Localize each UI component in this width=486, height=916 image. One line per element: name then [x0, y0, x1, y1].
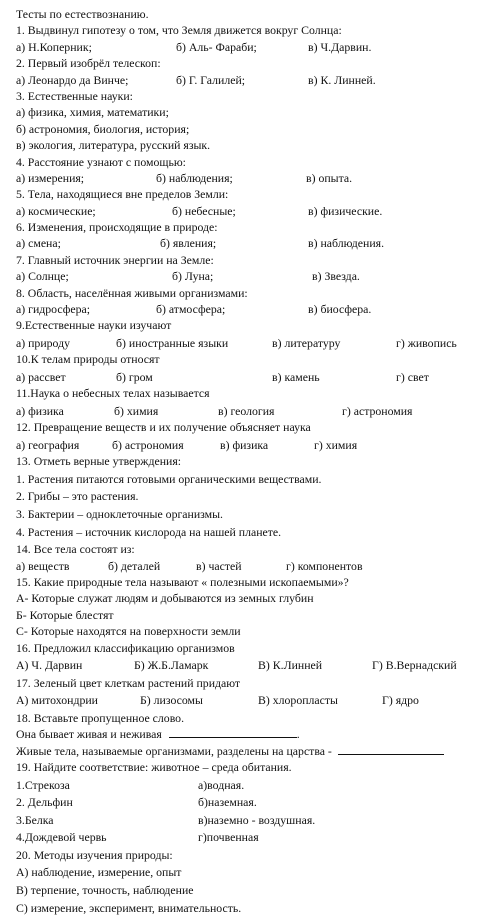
answer-line: 3. Бактерии – одноклеточные организмы. — [16, 507, 224, 522]
habitat: в)наземно - воздушная. — [198, 812, 316, 827]
option: А) митохондрии — [16, 693, 98, 708]
question-2: 2. Первый изобрёл телескоп: — [16, 56, 161, 71]
question-8: 8. Область, населённая живыми организмами: — [16, 285, 248, 300]
answer-row-16 — [16, 657, 482, 673]
question-3: 3. Естественные науки: — [16, 88, 133, 103]
answer-row-17 — [16, 692, 482, 708]
option: а) измерения; — [16, 170, 85, 185]
answer-row-10 — [16, 369, 482, 385]
match-row — [16, 829, 482, 845]
question-16: 16. Предложил классификацию организмов — [16, 640, 235, 655]
option: в) опыта. — [306, 170, 353, 185]
answer-row-7 — [16, 268, 482, 284]
option: а) рассвет — [16, 369, 66, 384]
option: б) Аль- Фараби; — [176, 39, 257, 54]
option: в) камень — [272, 369, 320, 384]
question-13: 13. Отметь верные утверждения: — [16, 454, 182, 469]
option: б) химия — [114, 403, 159, 418]
answer-line: в) экология, литература, русский язык. — [16, 138, 211, 153]
answer-line: 2. Грибы – это растения. — [16, 489, 139, 504]
option: б) гром — [116, 369, 153, 384]
option: в) литературу — [272, 336, 341, 350]
option: в) частей — [196, 558, 242, 573]
answer-row-8 — [16, 301, 482, 317]
option: б) атмосфера; — [156, 302, 226, 317]
option: в) геология — [218, 403, 275, 418]
fill-in-text: Она бывает живая и неживая — [16, 727, 162, 742]
animal: 3.Белка — [16, 812, 54, 827]
question-5: 5. Тела, находящиеся вне пределов Земли: — [16, 187, 229, 202]
animal: 2. Дельфин — [16, 795, 73, 810]
option: б) небесные; — [172, 203, 236, 218]
question-19: 19. Найдите соответствие: животное – среда обитания. — [16, 760, 292, 775]
option: А) Ч. Дарвин — [16, 658, 83, 673]
answer-line: С) измерение, эксперимент, внимательность. — [16, 900, 242, 915]
question-10: 10.К телам природы относят — [16, 352, 160, 367]
option: а) веществ — [16, 558, 70, 573]
option: а) смена; — [16, 236, 61, 251]
option: б) явления; — [160, 236, 217, 251]
answer-line: б) астрономия, биология, история; — [16, 121, 190, 136]
answer-row-2 — [16, 72, 482, 88]
test-document — [16, 6, 482, 916]
question-6: 6. Изменения, происходящие в природе: — [16, 220, 218, 235]
option: б) астрономия — [112, 437, 184, 452]
answer-row-14 — [16, 558, 482, 574]
option: б) Луна; — [172, 269, 214, 284]
match-row — [16, 794, 482, 810]
answer-blank[interactable] — [338, 743, 444, 755]
option: г) астрономия — [342, 403, 413, 418]
question-15: 15. Какие природные тела называют « полезными ископаемыми»? — [16, 574, 349, 589]
option: Б) лизосомы — [140, 693, 203, 708]
option: в) физика — [220, 437, 269, 452]
option: г) химия — [314, 437, 358, 452]
answer-row-4 — [16, 170, 482, 186]
option: а) природу — [16, 336, 70, 350]
answer-row-6 — [16, 235, 482, 251]
question-20: 20. Методы изучения природы: — [16, 847, 173, 862]
option: в) Ч.Дарвин. — [308, 39, 372, 54]
match-row — [16, 812, 482, 828]
answer-line: а) физика, химия, математики; — [16, 105, 169, 120]
question-4: 4. Расстояние узнают с помощью: — [16, 154, 186, 169]
option: в) наблюдения. — [308, 236, 385, 251]
option: Б) Ж.Б.Ламарк — [134, 658, 209, 673]
option: б) наблюдения; — [156, 170, 233, 185]
habitat: б)наземная. — [198, 795, 257, 810]
match-row — [16, 777, 482, 793]
answer-line: А- Которые служат людям и добываются из земных глубин — [16, 591, 314, 606]
option: а) Н.Коперник; — [16, 39, 92, 54]
option: Г) ядро — [382, 693, 419, 708]
answer-row-1 — [16, 39, 482, 55]
answer-line: 4. Растения – источник кислорода на нашей планете. — [16, 524, 282, 539]
question-14: 14. Все тела состоят из: — [16, 542, 135, 557]
option: г) компонентов — [286, 558, 363, 573]
option: в) К. Линней. — [308, 72, 376, 87]
question-1: 1. Выдвинул гипотезу о том, что Земля движется вокруг Солнца: — [16, 23, 342, 38]
option: а) Леонардо да Винче; — [16, 72, 129, 87]
answer-row-11 — [16, 403, 482, 419]
answer-line: С- Которые находятся на поверхности земли — [16, 624, 241, 639]
option: а) физика — [16, 403, 64, 418]
option: г) свет — [396, 369, 429, 384]
answer-row-5 — [16, 203, 482, 219]
option: В) К.Линней — [258, 658, 323, 673]
answer-line: В) терпение, точность, наблюдение — [16, 883, 194, 898]
option: а) космические; — [16, 203, 96, 218]
habitat: а)водная. — [198, 777, 245, 792]
answer-row-12 — [16, 437, 482, 453]
question-18: 18. Вставьте пропущенное слово. — [16, 710, 185, 725]
answer-line: Б- Которые блестят — [16, 607, 114, 622]
answer-line: А) наблюдение, измерение, опыт — [16, 865, 182, 880]
fill-in-text: Живые тела, называемые организмами, разделены на царства - — [16, 743, 332, 758]
option: б) иностранные языки — [116, 336, 229, 350]
option: а) география — [16, 437, 80, 452]
animal: 1.Стрекоза — [16, 777, 70, 792]
question-11: 11.Наука о небесных телах называется — [16, 386, 210, 401]
answer-blank[interactable] — [169, 726, 297, 738]
fill-in-line: Она бывает живая и неживая . — [16, 727, 300, 742]
habitat: г)почвенная — [198, 830, 259, 845]
document-title: Тесты по естествознанию. — [16, 7, 149, 21]
option: а) Солнце; — [16, 269, 69, 284]
answer-row-9 — [16, 335, 482, 351]
option: г) живопись — [396, 336, 457, 350]
option: б) деталей — [108, 558, 161, 573]
option: в) физические. — [308, 203, 383, 218]
option: б) Г. Галилей; — [176, 72, 246, 87]
question-12: 12. Превращение веществ и их получение объясняет наука — [16, 420, 311, 435]
question-7: 7. Главный источник энергии на Земле: — [16, 252, 214, 267]
option: В) хлоропласты — [258, 693, 338, 708]
option: а) гидросфера; — [16, 302, 91, 317]
option: в) биосфера. — [308, 302, 372, 317]
option: Г) В.Вернадский — [372, 658, 457, 673]
animal: 4.Дождевой червь — [16, 830, 107, 845]
fill-in-line — [16, 743, 482, 759]
option: в) Звезда. — [312, 269, 360, 284]
question-17: 17. Зеленый цвет клеткам растений придают — [16, 675, 241, 690]
question-9: 9.Естественные науки изучают — [16, 318, 172, 333]
answer-line: 1. Растения питаются готовыми органическими веществами. — [16, 471, 322, 486]
